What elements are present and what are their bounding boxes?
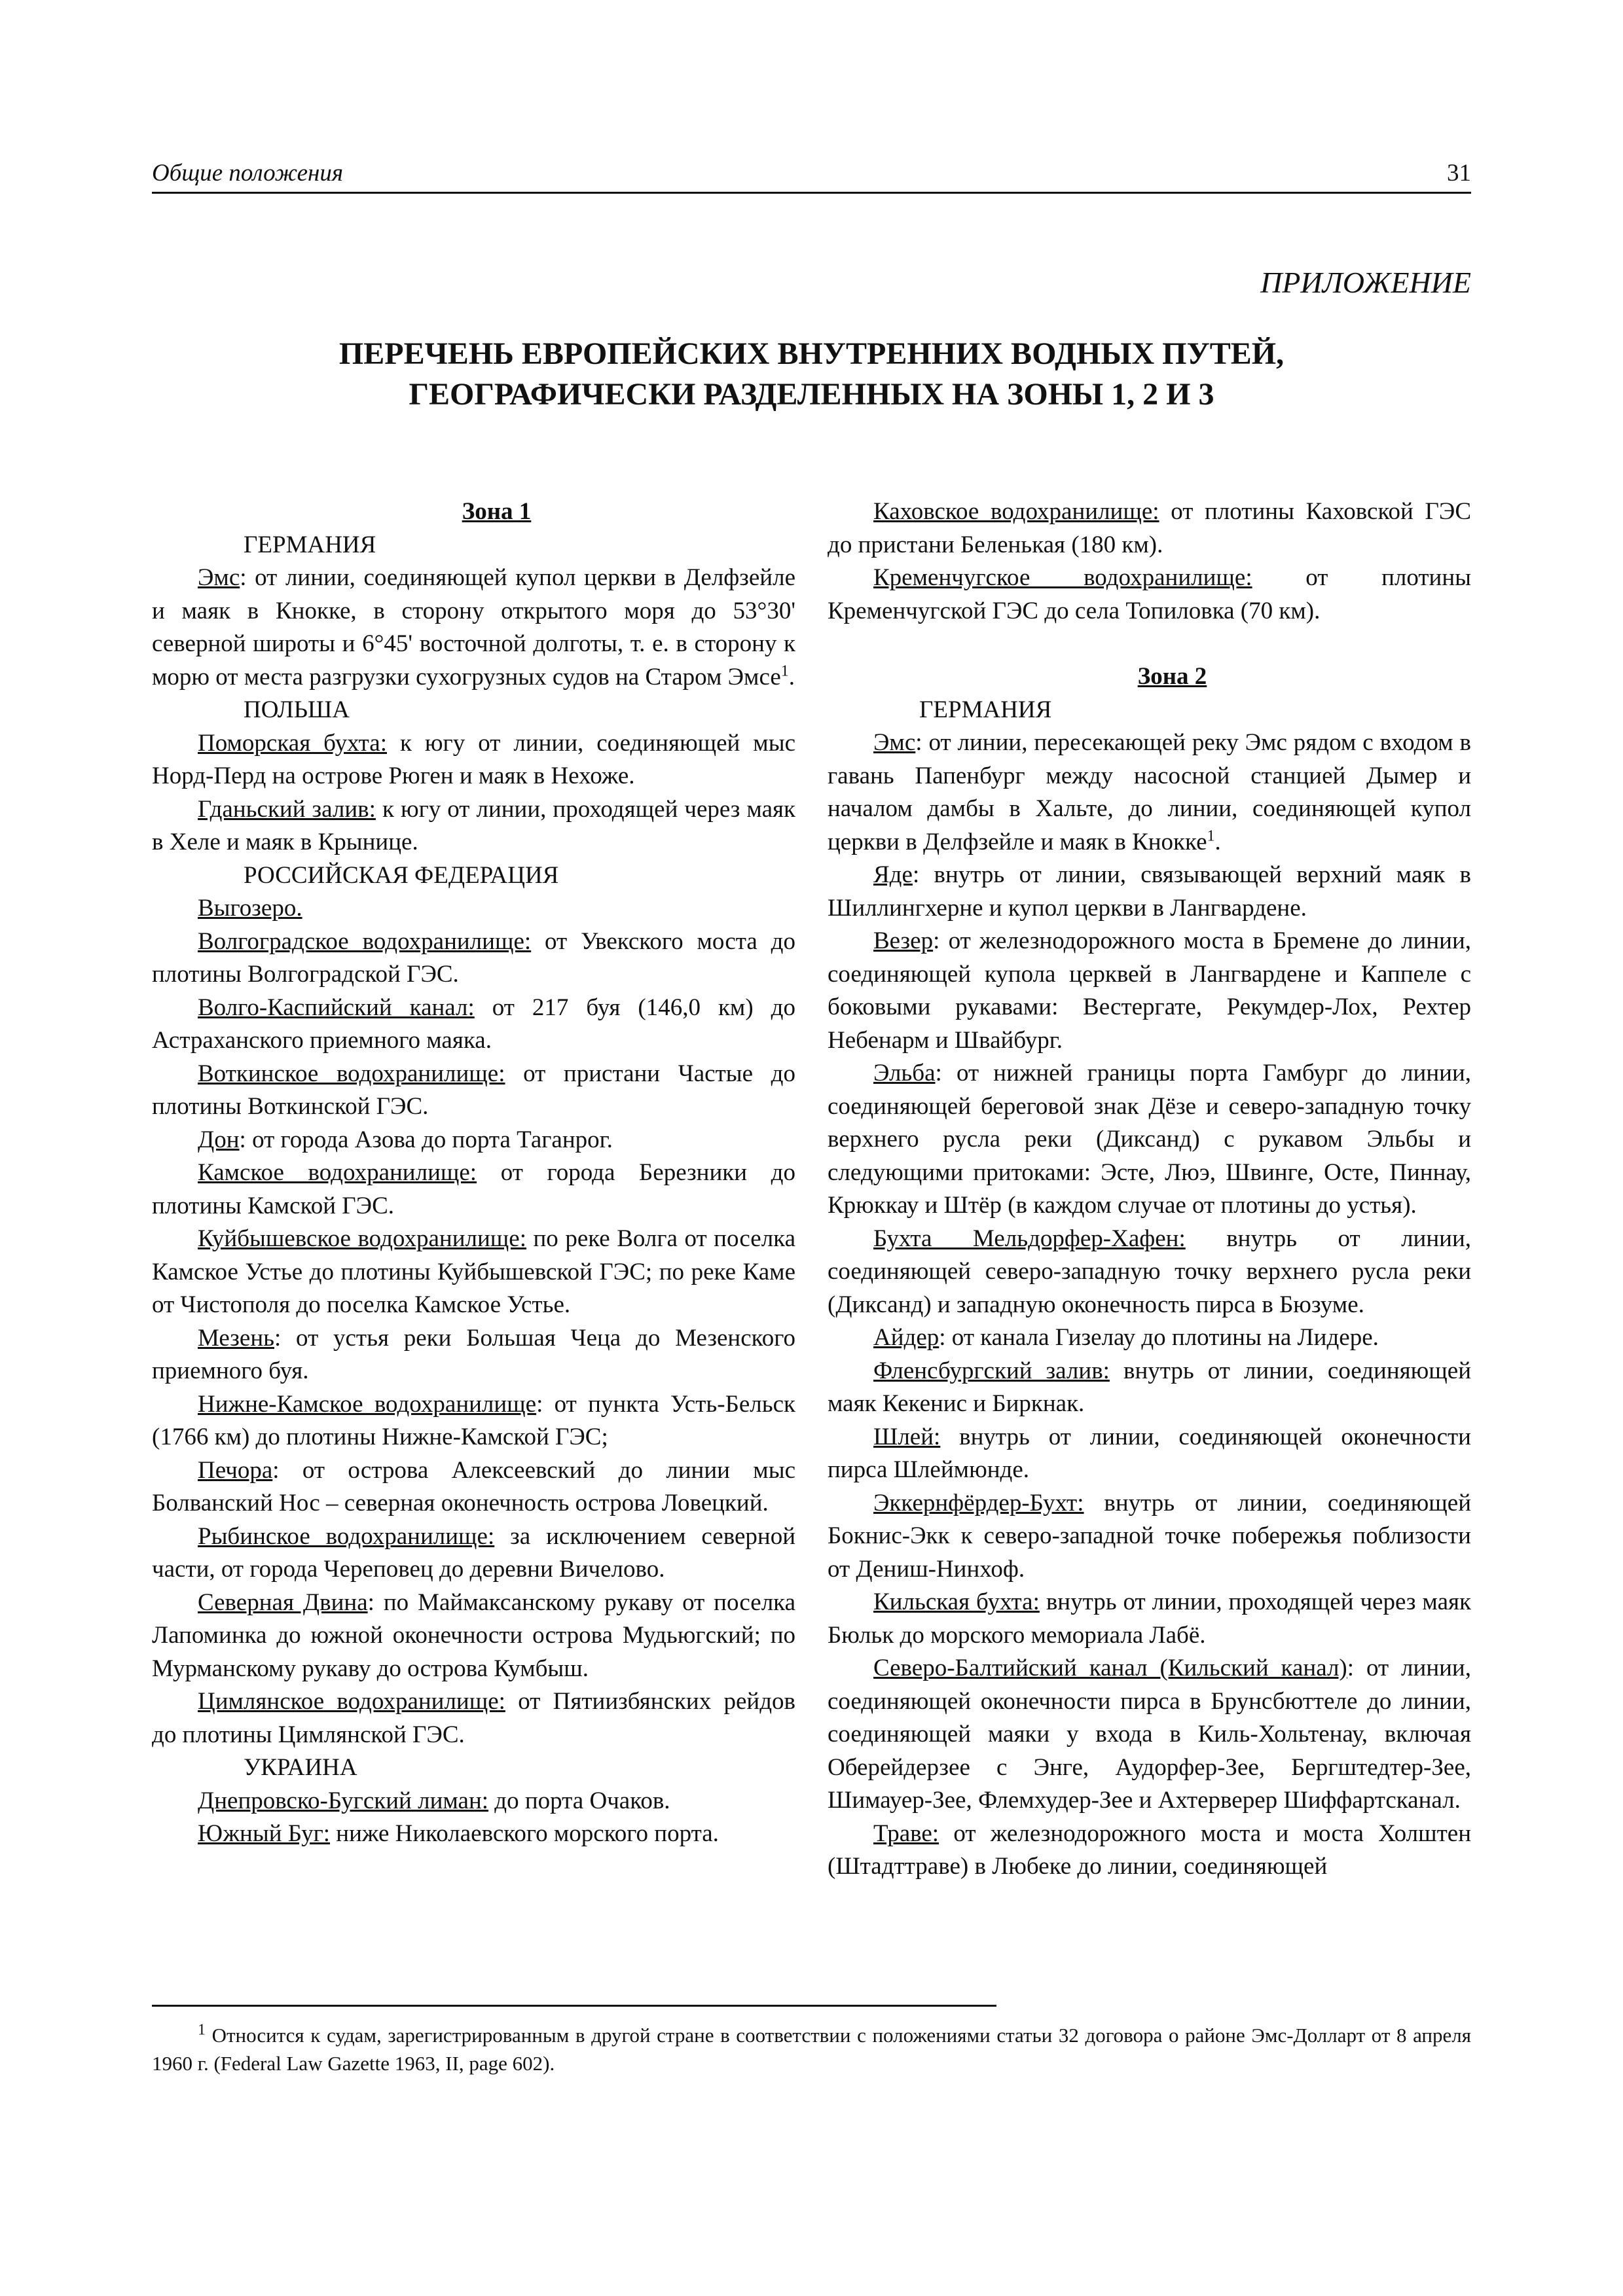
left-column — [152, 495, 795, 1851]
waterway-name: Северо-Балтийский канал (Кильский канал) — [873, 1655, 1347, 1681]
waterway-name: Траве: — [873, 1820, 939, 1847]
footnote-marker: 1 — [198, 2021, 206, 2039]
waterway-name: Волго-Каспийский канал: — [198, 994, 475, 1021]
waterway-entry — [152, 925, 795, 992]
waterway-name: Эльба — [873, 1060, 936, 1086]
header-divider — [152, 192, 1471, 194]
zone-2-heading: Зона 2 — [1137, 663, 1207, 690]
country-heading: УКРАИНА — [244, 1754, 357, 1781]
waterway-description: : от линии, соединяющей купол церкви в Делфзейле и маяк в Кнокке, в сторону открытого моря до 53°30' северной широты и 6°45' восточной долготы, т. е. в сторону к морю от места разгрузки сухогрузных судов на Старом Эмсе — [152, 564, 795, 691]
waterway-name: Эмс — [873, 729, 916, 756]
waterway-description: внутрь от линии, соединяющей северо-западную точку верхнего русла реки (Диксанд) и западную оконечность пирса в Бюзуме. — [828, 1225, 1471, 1318]
running-header-section: Общие положения — [152, 160, 344, 187]
waterway-entry — [152, 1322, 795, 1388]
document-title — [152, 334, 1471, 415]
waterway-name: Эккернфёрдер-Бухт: — [873, 1489, 1084, 1516]
waterway-entry — [152, 1785, 795, 1818]
waterway-name: Рыбинское водохранилище: — [198, 1522, 495, 1550]
waterway-name: Гданьский залив: — [198, 795, 376, 823]
footnote-ref: 1 — [780, 662, 789, 680]
waterway-entry — [152, 1157, 795, 1223]
waterway-entry — [828, 1355, 1471, 1421]
waterway-description: от пристани Частые до плотины Воткинской ГЭС. — [152, 1060, 795, 1120]
waterway-entry — [152, 1685, 795, 1751]
waterway-entry — [828, 1652, 1471, 1818]
waterway-name: Нижне-Камское водохранилище — [198, 1390, 537, 1418]
waterway-description: к югу от линии, проходящей через маяк в Хеле и маяк в Крынице. — [152, 795, 795, 855]
waterway-name: Куйбышевское водохранилище: — [198, 1225, 526, 1252]
waterway-name: Днепровско-Бугский лиман: — [198, 1787, 489, 1814]
waterway-description: до порта Очаков. — [488, 1787, 670, 1814]
waterway-description: ниже Николаевского морского порта. — [330, 1820, 719, 1847]
waterway-name: Камское водохранилище: — [198, 1159, 477, 1186]
waterway-entry — [828, 1421, 1471, 1487]
waterway-entry — [152, 1058, 795, 1124]
waterway-description: : от линии, пересекающей реку Эмс рядом с входом в гавань Папенбург между насосной станцией Дымер и началом дамбы в Хальте, до линии, соединяющей купол церкви в Делфзейле и маяк в Кнокке — [828, 729, 1471, 855]
footnote — [152, 2021, 1471, 2077]
appendix-label: ПРИЛОЖЕНИЕ — [1260, 266, 1471, 299]
waterway-name: Поморская бухта: — [198, 729, 387, 757]
waterway-name: Выгозеро. — [198, 895, 302, 922]
waterway-entry — [152, 1520, 795, 1587]
waterway-entry — [152, 892, 795, 925]
waterway-entry — [828, 726, 1471, 859]
page-number: 31 — [1447, 160, 1471, 187]
entry-end: . — [788, 663, 795, 691]
waterway-entry — [828, 1818, 1471, 1884]
waterway-description: : от пункта Усть-Бельск (1766 км) до плотины Нижне-Камской ГЭС; — [152, 1390, 795, 1450]
waterway-description: внутрь от линии, соединяющей Бокнис-Экк к северо-западной точке побережья поблизости от Дениш-Нинхоф. — [828, 1489, 1471, 1583]
waterway-description: внутрь от линии, соединяющей маяк Кекенис и Биркнак. — [828, 1357, 1472, 1417]
waterway-entry — [152, 1587, 795, 1686]
waterway-description: от 217 буя (146,0 км) до Астраханского приемного маяка. — [152, 994, 795, 1054]
waterway-name: Везер — [873, 927, 934, 954]
waterway-entry — [828, 925, 1471, 1057]
waterway-entry — [828, 562, 1471, 628]
waterway-entry — [152, 1454, 795, 1520]
waterway-entry — [828, 1487, 1471, 1587]
zone-spacer — [828, 628, 1471, 660]
country-heading: РОССИЙСКАЯ ФЕДЕРАЦИЯ — [244, 861, 559, 889]
waterway-entry — [152, 562, 795, 694]
waterway-name: Воткинское водохранилище: — [198, 1060, 505, 1087]
waterway-entry — [152, 793, 795, 859]
waterway-entry — [828, 1321, 1471, 1355]
waterway-description: : внутрь от линии, связывающей верхний маяк в Шиллингхерне и купол церкви в Лангвардене. — [828, 861, 1471, 922]
footnote-text: Относится к судам, зарегистрированным в другой стране в соответствии с положениями статьи 32 договора о районе Эмс-Долларт от 8 апреля 1960 г. (Federal Law Gazette 1963, II, page 602). — [152, 2024, 1471, 2075]
waterway-name: Эмс — [198, 564, 240, 591]
waterway-description: от Пятиизбянских рейдов до плотины Цимлянской ГЭС. — [152, 1688, 795, 1748]
waterway-entry — [152, 727, 795, 793]
right-column — [828, 495, 1471, 1884]
country-heading: ГЕРМАНИЯ — [919, 696, 1052, 723]
waterway-name: Яде — [873, 861, 913, 888]
zone-1-heading: Зона 1 — [462, 498, 532, 525]
waterway-entry — [828, 1223, 1471, 1322]
waterway-entry — [828, 859, 1471, 925]
waterway-name: Каховское водохранилище: — [873, 498, 1159, 525]
title-line-2: ГЕОГРАФИЧЕСКИ РАЗДЕЛЕННЫХ НА ЗОНЫ 1, 2 И 3 — [409, 377, 1214, 412]
waterway-description: от города Березники до плотины Камской ГЭС. — [152, 1159, 795, 1219]
waterway-name: Кременчугское водохранилище: — [873, 564, 1252, 591]
waterway-name: Печора — [198, 1456, 273, 1484]
waterway-entry — [152, 1388, 795, 1454]
waterway-name: Шлей: — [873, 1423, 941, 1450]
waterway-description: внутрь от линии, соединяющей оконечности пирса Шлеймюнде. — [828, 1423, 1471, 1483]
waterway-name: Мезень — [198, 1324, 274, 1352]
country-heading: ГЕРМАНИЯ — [244, 531, 376, 558]
waterway-entry — [828, 1586, 1471, 1652]
waterway-description: : от линии, соединяющей оконечности пирса в Брунсбюттеле до линии, соединяющей маяки у входа в Киль-Хольтенау, включая Оберейдерзее с Энге, Аудорфер-Зее, Бергштедтер-Зее, Шимауер-Зее, Флемхудер-Зее и Ахтерверер Шиффартсканал. — [828, 1655, 1471, 1814]
waterway-name: Айдер — [873, 1324, 939, 1351]
title-line-1: ПЕРЕЧЕНЬ ЕВРОПЕЙСКИХ ВНУТРЕННИХ ВОДНЫХ ПУТЕЙ, — [338, 336, 1285, 371]
waterway-description: : от острова Алексеевский до линии мыс Болванский Нос – северная оконечность острова Ловецкий. — [152, 1456, 795, 1516]
footnote-ref: 1 — [1207, 827, 1215, 845]
waterway-entry — [828, 495, 1471, 562]
waterway-entry — [152, 1818, 795, 1851]
waterway-description: : по Маймаксанскому рукаву от поселка Лапоминка до южной оконечности острова Мудьюгский; по Мурманскому рукаву до острова Кумбыш. — [152, 1588, 796, 1682]
waterway-description: : от устья реки Большая Чеца до Мезенского приемного буя. — [152, 1324, 795, 1384]
waterway-description: от плотины Каховской ГЭС до пристани Беленькая (180 км). — [828, 498, 1471, 558]
waterway-description: по реке Волга от поселка Камское Устье до плотины Куйбышевской ГЭС; по реке Каме от Чистополя до поселка Камское Устье. — [152, 1225, 795, 1318]
entry-end: . — [1214, 828, 1221, 855]
waterway-name: Фленсбургский залив: — [873, 1357, 1110, 1384]
waterway-name: Дон — [198, 1126, 240, 1153]
waterway-name: Кильская бухта: — [873, 1588, 1040, 1615]
waterway-name: Бухта Мельдорфер-Хафен: — [873, 1225, 1186, 1252]
country-heading: ПОЛЬША — [244, 696, 350, 723]
waterway-description: : от канала Гизелау до плотины на Лидере. — [939, 1324, 1379, 1351]
waterway-name: Северная Двина — [198, 1588, 368, 1616]
waterway-description: от Увекского моста до плотины Волгоградской ГЭС. — [152, 927, 796, 988]
waterway-description: от плотины Кременчугской ГЭС до села Топиловка (70 км). — [828, 564, 1472, 624]
waterway-description: от железнодорожного моста и моста Холштен (Штадттраве) в Любеке до линии, соединяющей — [828, 1820, 1471, 1880]
waterway-description: к югу от линии, соединяющей мыс Норд-Перд на острове Рюген и маяк в Нехоже. — [152, 729, 795, 789]
waterway-name: Волгоградское водохранилище: — [198, 927, 532, 955]
footnote-divider — [152, 2005, 996, 2007]
waterway-entry — [152, 992, 795, 1058]
waterway-entry — [152, 1124, 795, 1157]
waterway-description: : от города Азова до порта Таганрог. — [239, 1126, 613, 1153]
waterway-description: : от железнодорожного моста в Бремене до линии, соединяющей купола церквей в Лангвардене и Каппеле с боковыми рукавами: Вестергате, Рекумдер-Лох, Рехтер Небенарм и Швайбург. — [828, 927, 1471, 1054]
waterway-description: внутрь от линии, проходящей через маяк Бюльк до морского мемориала Лабё. — [828, 1588, 1471, 1649]
waterway-name: Южный Буг: — [198, 1820, 331, 1847]
waterway-name: Цимлянское водохранилище: — [198, 1688, 505, 1715]
waterway-entry — [828, 1057, 1471, 1223]
waterway-description: : от нижней границы порта Гамбург до линии, соединяющей береговой знак Дёзе и северо-западную точку верхнего русла реки (Диксанд) с рукавом Эльбы и следующими притоками: Эсте, Люэ, Швинге, Осте, Пиннау, Крюккау и Штёр (в каждом случае от плотины до устья). — [828, 1060, 1471, 1219]
waterway-entry — [152, 1223, 795, 1322]
waterway-description: за исключением северной части, от города Череповец до деревни Вичелово. — [152, 1522, 795, 1583]
